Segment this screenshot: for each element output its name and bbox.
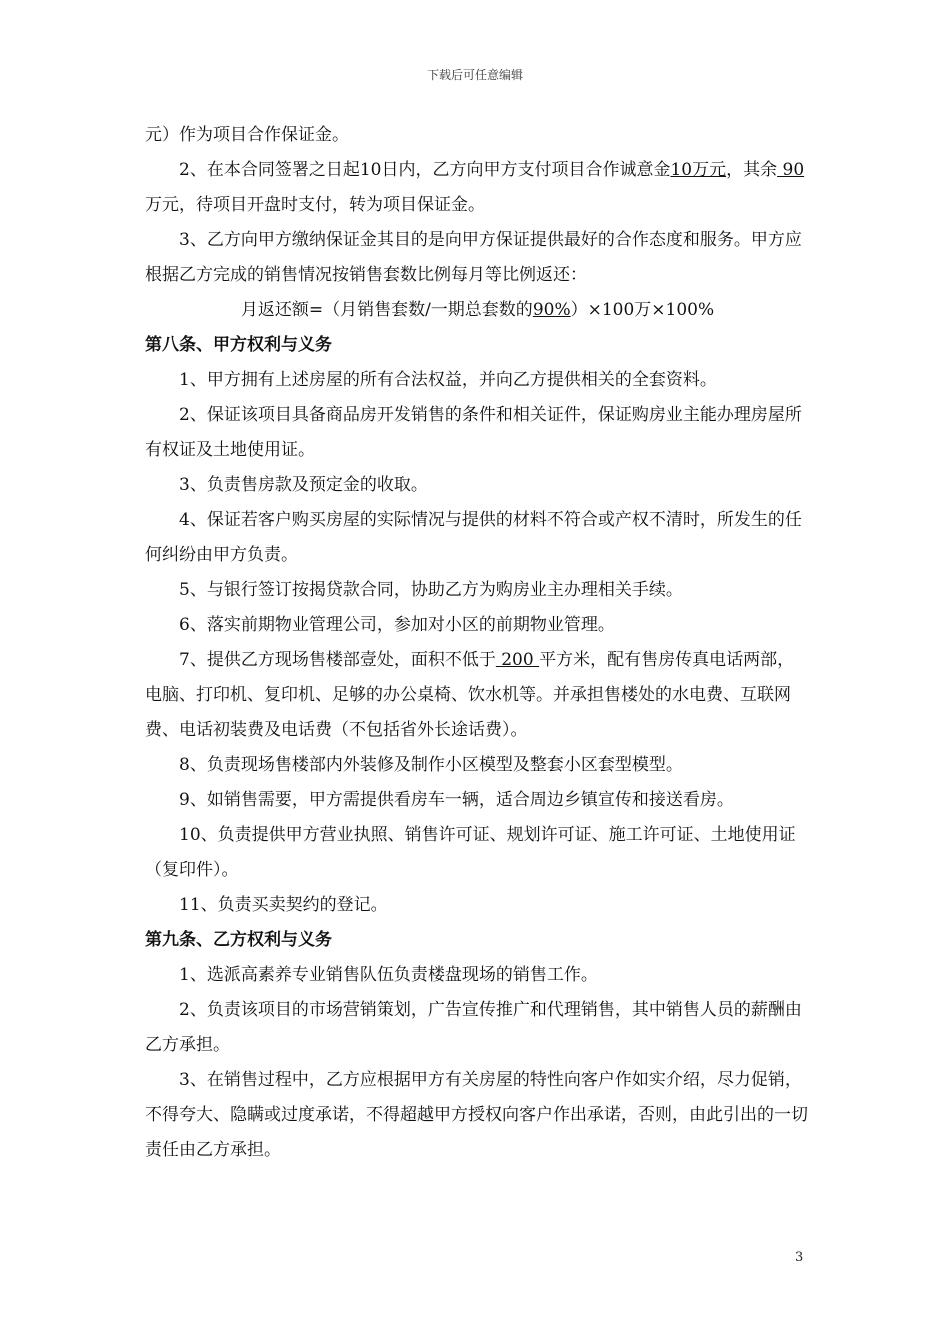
- section-heading-article-8: 第八条、甲方权利与义务: [145, 335, 332, 355]
- list-item: 11、负责买卖契约的登记。: [179, 895, 388, 915]
- list-item: 7、提供乙方现场售楼部壹处，面积不低于 200 平方米，配有售房传真电话两部，电脑、打印机、复印机、足够的办公桌椅、饮水机等。并承担售楼处的水电费、互联网费、电话初装费及电话费（不包括省外长途话费）。: [145, 650, 795, 740]
- list-item: 1、选派高素养专业销售队伍负责楼盘现场的销售工作。: [179, 965, 598, 985]
- underlined-area: 200: [495, 650, 540, 670]
- list-item: 3、在销售过程中，乙方应根据甲方有关房屋的特性向客户作如实介绍，尽力促销，不得夸大、隐瞒或过度承诺，不得超越甲方授权向客户作出承诺，否则，由此引出的一切责任由乙方承担。: [145, 1070, 808, 1160]
- paragraph-deposit-purpose: 3、乙方向甲方缴纳保证金其目的是向甲方保证提供最好的合作态度和服务。甲方应根据乙方完成的销售情况按销售套数比例每月等比例返还：: [145, 230, 802, 285]
- list-item: 4、保证若客户购买房屋的实际情况与提供的材料不符合或产权不清时，所发生的任何纠纷由甲方负责。: [145, 510, 802, 565]
- paragraph-continuation: 元）作为项目合作保证金。: [145, 125, 349, 145]
- section-heading-article-9: 第九条、乙方权利与义务: [145, 930, 332, 950]
- list-item: 6、落实前期物业管理公司，参加对小区的前期物业管理。: [179, 615, 615, 635]
- list-item: 2、负责该项目的市场营销策划，广告宣传推广和代理销售，其中销售人员的薪酬由乙方承担。: [145, 1000, 802, 1055]
- document-body: [145, 118, 810, 1168]
- paragraph-deposit-payment: 2、在本合同签署之日起10日内，乙方向甲方支付项目合作诚意金10万元，其余 90 万元，待项目开盘时支付，转为项目保证金。: [145, 160, 805, 215]
- list-item: 8、负责现场售楼部内外装修及制作小区模型及整套小区套型模型。: [179, 755, 683, 775]
- list-item: 3、负责售房款及预定金的收取。: [179, 475, 428, 495]
- underlined-amount: 90: [777, 160, 805, 180]
- list-item: 1、甲方拥有上述房屋的所有合法权益，并向乙方提供相关的全套资料。: [179, 370, 717, 390]
- header-note: 下载后可任意编辑: [426, 68, 523, 82]
- page-number: 3: [795, 1250, 804, 1265]
- underlined-percent: 90%: [532, 300, 571, 320]
- underlined-amount: 10万元: [670, 160, 727, 180]
- list-item: 2、保证该项目具备商品房开发销售的条件和相关证件，保证购房业主能办理房屋所有权证及土地使用证。: [145, 405, 802, 460]
- list-item: 9、如销售需要，甲方需提供看房车一辆，适合周边乡镇宣传和接送看房。: [179, 790, 734, 810]
- formula-line: 月返还额=（月销售套数/一期总套数的90%）×100万×100%: [240, 300, 715, 320]
- list-item: 10、负责提供甲方营业执照、销售许可证、规划许可证、施工许可证、土地使用证（复印件）。: [145, 825, 796, 880]
- list-item: 5、与银行签订按揭贷款合同，协助乙方为购房业主办理相关手续。: [179, 580, 683, 600]
